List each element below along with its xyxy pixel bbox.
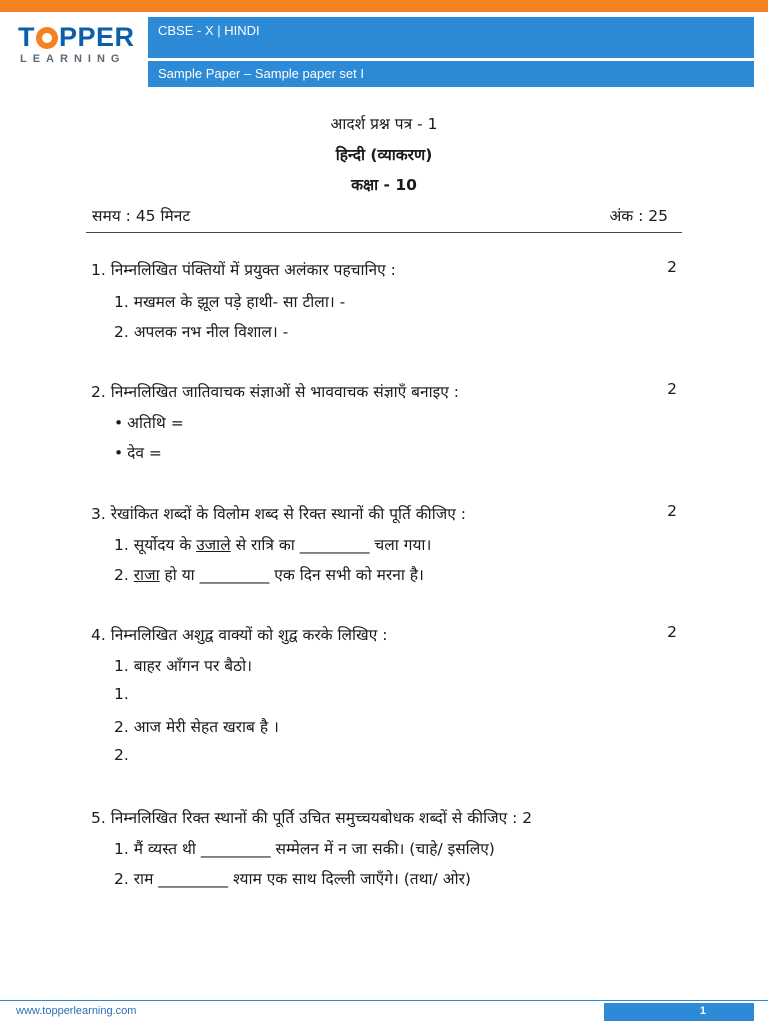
underlined-word: उजाले: [196, 536, 231, 554]
question-2-bullet-1: • अतिथि =: [114, 414, 184, 432]
bullet-icon: •: [114, 414, 124, 432]
question-marks: 2: [667, 380, 677, 398]
question-5: [91, 806, 677, 828]
question-1: [91, 258, 677, 280]
question-text: 4. निम्नलिखित अशुद्व वाक्यों को शुद्व करके लिखिए :: [91, 626, 388, 644]
question-marks: 2: [667, 623, 677, 641]
time-info: समय : 45 मिनट: [92, 207, 191, 225]
question-1-line-2: 2. अपलक नभ नील विशाल। -: [114, 323, 289, 341]
paper-title: आदर्श प्रश्न पत्र - 1: [330, 115, 438, 133]
question-text: 3. रेखांकित शब्दों के विलोम शब्द से रिक्त स्थानों की पूर्ति कीजिए :: [91, 505, 466, 523]
question-3-line-2: 2. राजा हो या _________ एक दिन सभी को मरना है।: [114, 566, 424, 584]
header-subject: CBSE - X | HINDI: [158, 23, 260, 38]
question-5-line-2: 2. राम _________ श्याम एक साथ दिल्ली जाएँगे। (तथा/ ओर): [114, 870, 471, 888]
paper-subject-title: हिन्दी (व्याकरण): [335, 146, 433, 164]
header-paper-bar: [148, 61, 754, 87]
logo-wordmark: T PPER: [18, 22, 135, 52]
underlined-word: राजा: [133, 566, 160, 584]
top-accent-stripe: [0, 0, 768, 12]
bullet-icon: •: [114, 444, 124, 462]
question-text: 1. निम्नलिखित पंक्तियों में प्रयुक्त अलंकार पहचानिए :: [91, 261, 396, 279]
question-4: [91, 623, 677, 645]
question-4-answer-1: 1.: [114, 685, 129, 703]
question-2-bullet-2: • देव =: [114, 444, 162, 462]
question-3: [91, 502, 677, 524]
paper-class-title: कक्षा - 10: [351, 176, 417, 194]
header-paper: Sample Paper – Sample paper set I: [158, 66, 364, 81]
divider: [86, 232, 682, 233]
footer-divider: [0, 1000, 768, 1001]
marks-info: अंक : 25: [609, 207, 668, 225]
question-marks: 2: [667, 502, 677, 520]
question-2: [91, 380, 677, 402]
question-text: 5. निम्नलिखित रिक्त स्थानों की पूर्ति उचित समुच्चयबोधक शब्दों से कीजिए : 2: [91, 809, 533, 827]
question-4-line-1: 1. बाहर आँगन पर बैठो।: [114, 657, 252, 675]
footer-page-number: 1: [604, 1003, 754, 1021]
question-4-answer-2: 2.: [114, 746, 129, 764]
footer-website-link[interactable]: www.topperlearning.com: [16, 1005, 137, 1017]
question-marks: 2: [667, 258, 677, 276]
logo-o-circle-icon: [36, 27, 58, 49]
question-4-line-2: 2. आज मेरी सेहत खराब है ।: [114, 718, 279, 736]
topper-learning-logo: [18, 22, 133, 67]
logo-subtitle: LEARNING: [20, 53, 126, 65]
question-text: 2. निम्नलिखित जातिवाचक संज्ञाओं से भाववाचक संज्ञाएँ बनाइए :: [91, 383, 459, 401]
question-1-line-1: 1. मखमल के झूल पड़े हाथी- सा टीला। -: [114, 293, 346, 311]
question-5-line-1: 1. मैं व्यस्त थी _________ सम्मेलन में न जा सकी। (चाहे/ इसलिए): [114, 840, 495, 858]
question-3-line-1: 1. सूर्योदय के उजाले से रात्रि का _________ चला गया।: [114, 536, 432, 554]
header-subject-bar: [148, 17, 754, 58]
